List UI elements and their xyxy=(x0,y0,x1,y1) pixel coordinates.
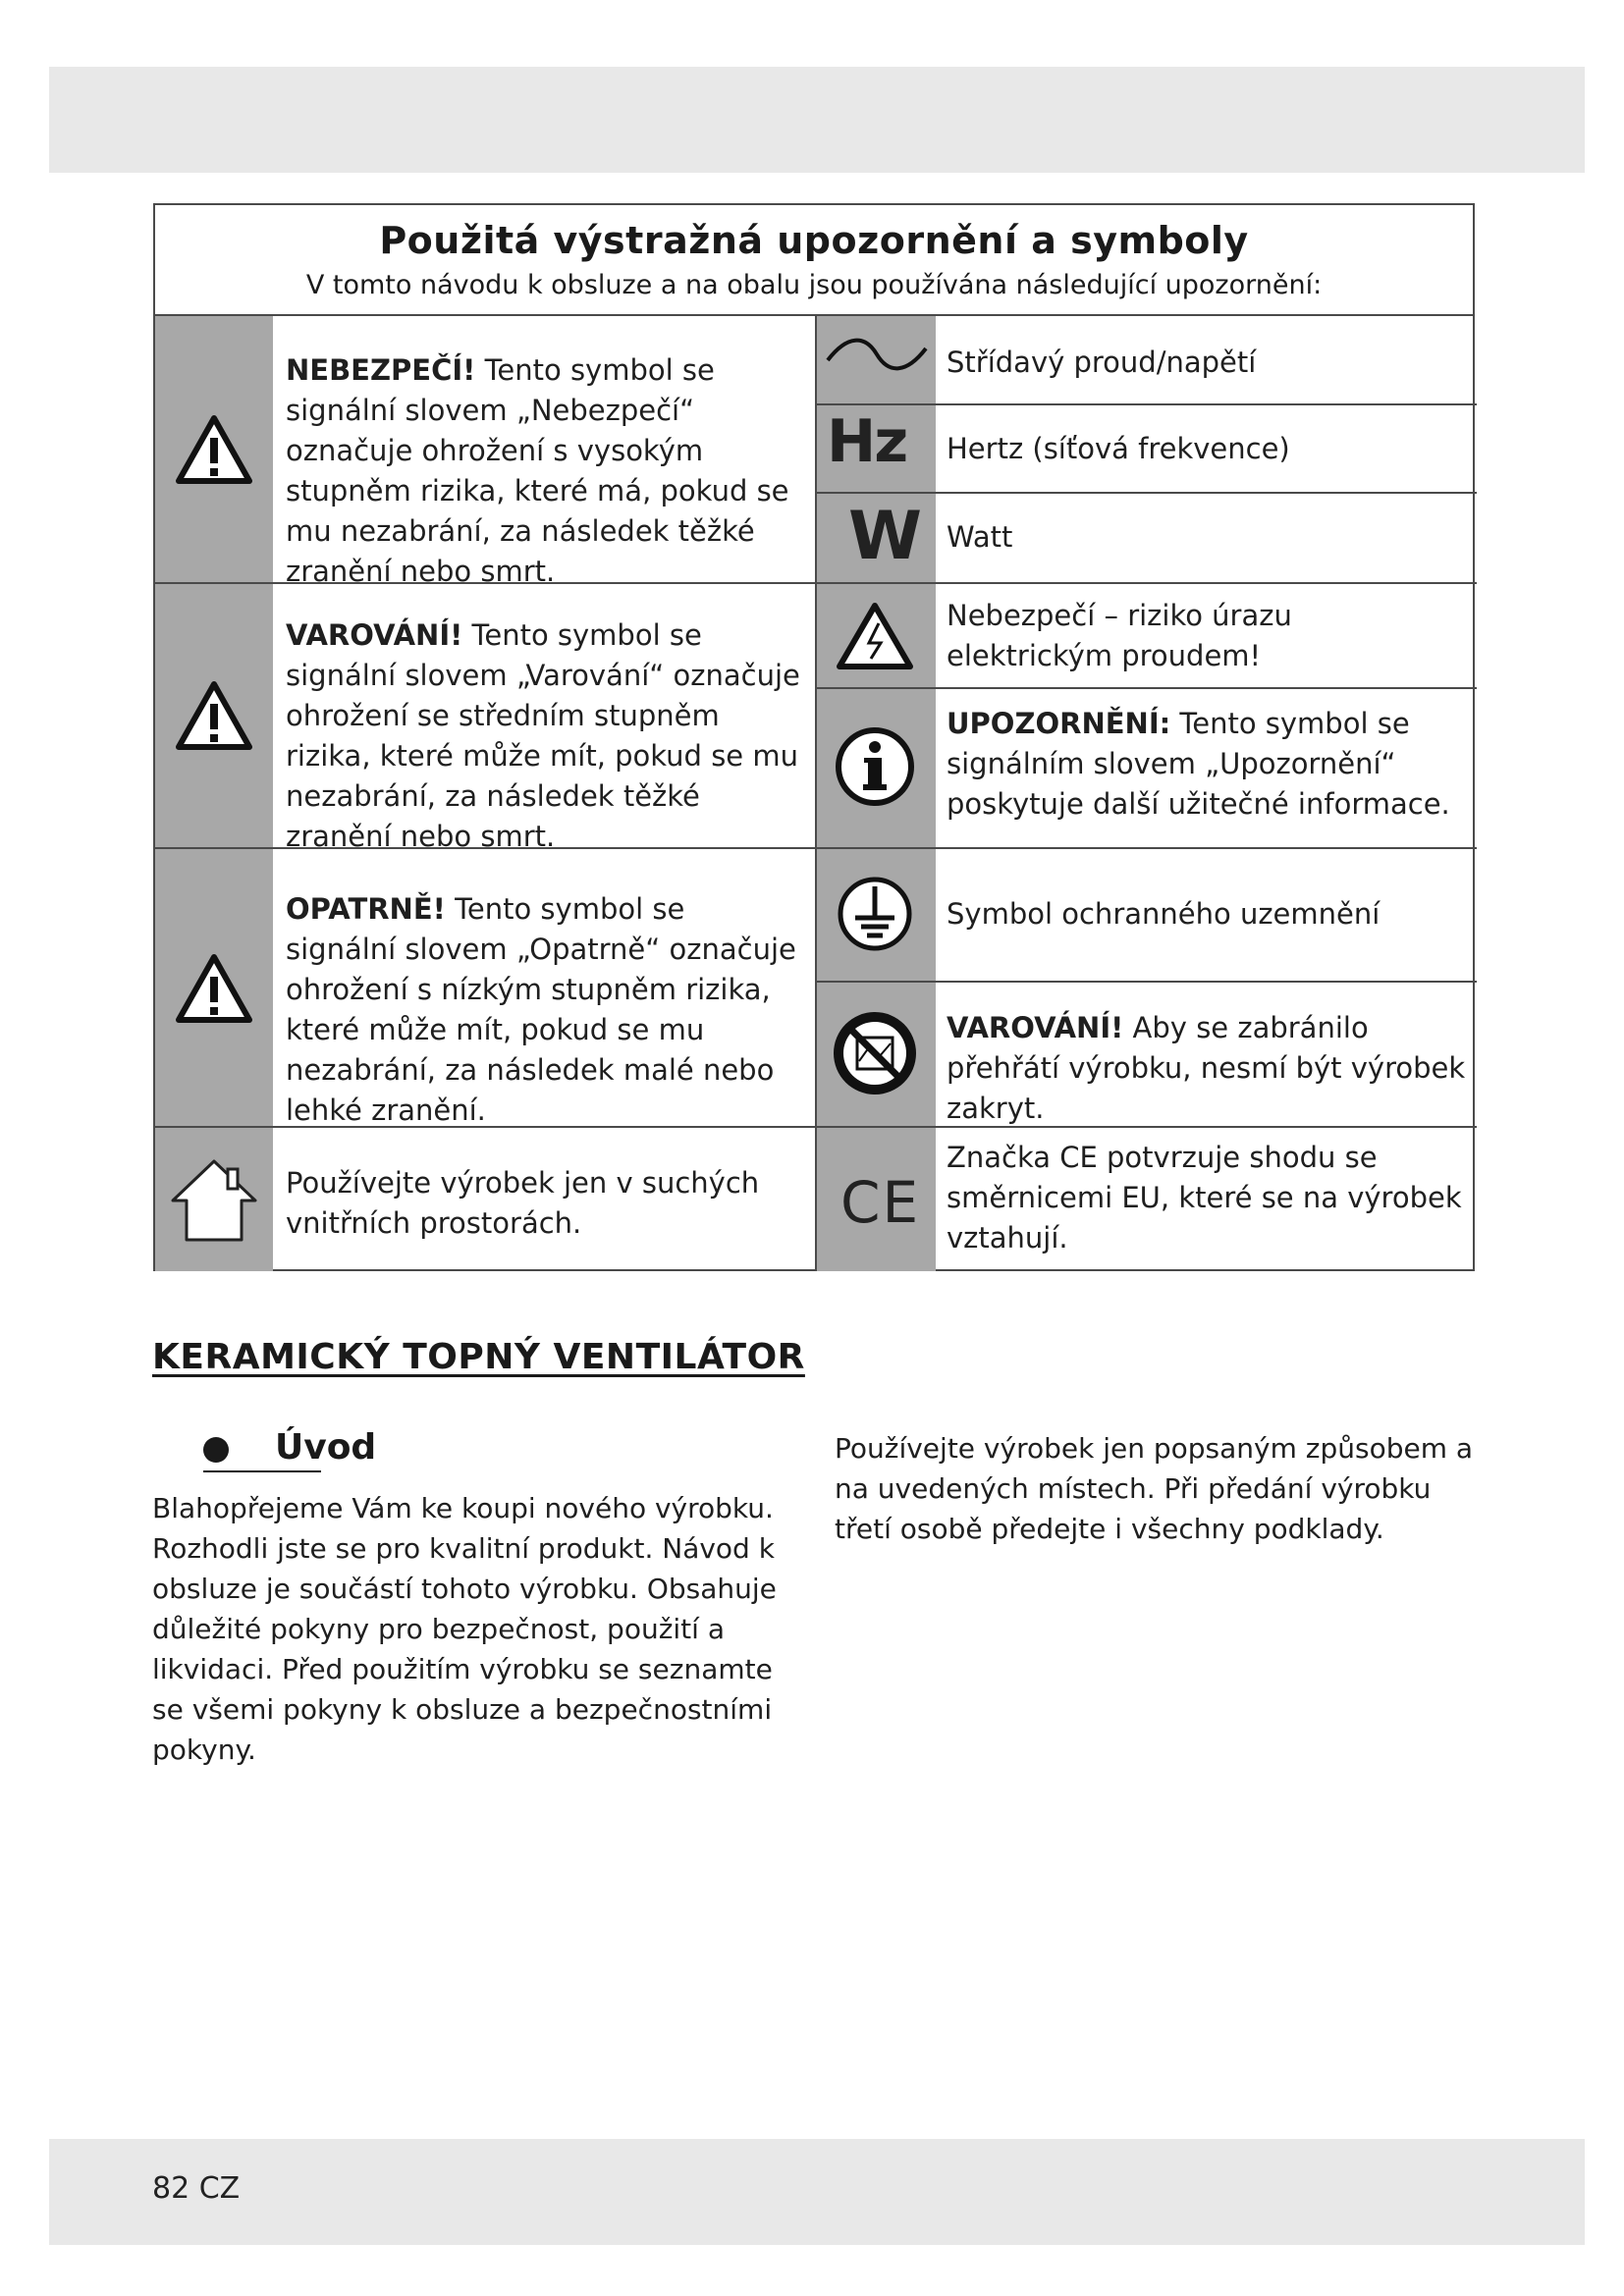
warning-text: Tento symbol se signální slovem „Varování“ označuje ohrožení se středním stupněm rizika, které může mít, pokud se mu nezabrání, za následek těžké zranění nebo smrt. xyxy=(286,618,800,853)
warning-triangle-icon xyxy=(175,680,253,751)
warning-label: VAROVÁNÍ! xyxy=(286,618,463,652)
section-title: KERAMICKÝ TOPNÝ VENTILÁTOR xyxy=(152,1337,805,1377)
intro-underline xyxy=(203,1470,321,1472)
intro-title: Úvod xyxy=(275,1427,377,1468)
indoor-use-cell xyxy=(286,1163,801,1244)
header-band xyxy=(49,67,1585,173)
earth-cell xyxy=(947,894,1467,934)
no-cover-text: Aby se zabránilo přehřátí výrobku, nesmí být výrobek zakryt. xyxy=(947,1011,1466,1125)
row-divider xyxy=(816,687,1477,689)
page-number: 82 CZ xyxy=(152,2171,241,2206)
hertz-cell xyxy=(947,429,1467,469)
protective-earth-icon xyxy=(836,875,914,953)
table-title: Použitá výstražná upozornění a symboly xyxy=(379,219,1249,262)
watt-icon: W xyxy=(848,498,923,575)
notice-label: UPOZORNĚNÍ: xyxy=(947,707,1171,740)
ac-text: Střídavý proud/napětí xyxy=(947,346,1257,379)
danger-cell xyxy=(286,350,801,592)
alternating-current-icon xyxy=(824,335,930,374)
table-header xyxy=(155,205,1473,316)
column-divider xyxy=(815,316,817,1271)
ce-cell xyxy=(947,1138,1467,1258)
warning-triangle-icon xyxy=(175,953,253,1024)
earth-text: Symbol ochranného uzemnění xyxy=(947,897,1380,931)
ac-cell xyxy=(947,343,1467,383)
footer-band xyxy=(49,2139,1585,2245)
intro-paragraph-right: Používejte výrobek jen popsaným způsobem a na uvedených místech. Při předání výrobku třetí osobě předejte i všechny podklady. xyxy=(835,1432,1474,1545)
caution-text: Tento symbol se signální slovem „Opatrně“ označuje ohrožení s nízkým stupněm rizika, které může mít, pokud se mu nezabrání, za následek malé nebo lehké zranění. xyxy=(286,892,796,1127)
danger-text: Tento symbol se signální slovem „Nebezpečí“ označuje ohrožení s vysokým stupněm rizika, které má, pokud se mu nezabrání, za následek těžké zranění nebo smrt. xyxy=(286,353,789,588)
bullet-icon xyxy=(203,1437,229,1463)
row-divider xyxy=(816,492,1477,494)
hertz-icon: Hz xyxy=(827,407,907,476)
ce-mark-icon: CE xyxy=(840,1169,921,1236)
do-not-cover-icon xyxy=(830,1008,920,1098)
electric-shock-icon xyxy=(836,602,914,670)
hertz-text: Hertz (síťová frekvence) xyxy=(947,432,1290,465)
row-divider xyxy=(816,582,1477,584)
indoor-use-text: Používejte výrobek jen v suchých vnitřních prostorách. xyxy=(286,1166,760,1240)
ce-text: Značka CE potvrzuje shodu se směrnicemi EU, které se na výrobek vztahují. xyxy=(947,1141,1462,1255)
caution-cell xyxy=(286,889,801,1131)
no-cover-label: VAROVÁNÍ! xyxy=(947,1011,1124,1044)
watt-text: Watt xyxy=(947,520,1013,554)
warning-triangle-icon xyxy=(175,414,253,485)
no-cover-cell xyxy=(947,1008,1467,1129)
row-divider xyxy=(816,981,1477,983)
electric-shock-text: Nebezpečí – riziko úrazu elektrickým proudem! xyxy=(947,599,1292,672)
warning-cell xyxy=(286,615,801,857)
caution-label: OPATRNĚ! xyxy=(286,892,446,926)
warning-symbols-table xyxy=(153,203,1475,1271)
info-icon xyxy=(834,725,916,808)
table-subtitle: V tomto návodu k obsluze a na obalu jsou používána následující upozornění: xyxy=(305,270,1323,300)
notice-cell xyxy=(947,704,1467,825)
watt-cell xyxy=(947,517,1467,558)
intro-paragraph-left: Blahopřejeme Vám ke koupi nového výrobku. Rozhodli jste se pro kvalitní produkt. Návod k obsluze je součástí tohoto výrobku. Obsahuje důležité pokyny pro bezpečnost, použití a likvidaci. Před použitím výrobku se seznamte se všemi pokyny k obsluze a bezpečnostními pokyny. xyxy=(152,1492,777,1766)
danger-label: NEBEZPEČÍ! xyxy=(286,353,476,387)
house-icon xyxy=(169,1157,259,1246)
electric-shock-cell xyxy=(947,596,1467,676)
row-divider xyxy=(816,847,1477,849)
row-divider xyxy=(816,403,1477,405)
notice-text: Tento symbol se signálním slovem „Upozornění“ poskytuje další užitečné informace. xyxy=(947,707,1450,821)
